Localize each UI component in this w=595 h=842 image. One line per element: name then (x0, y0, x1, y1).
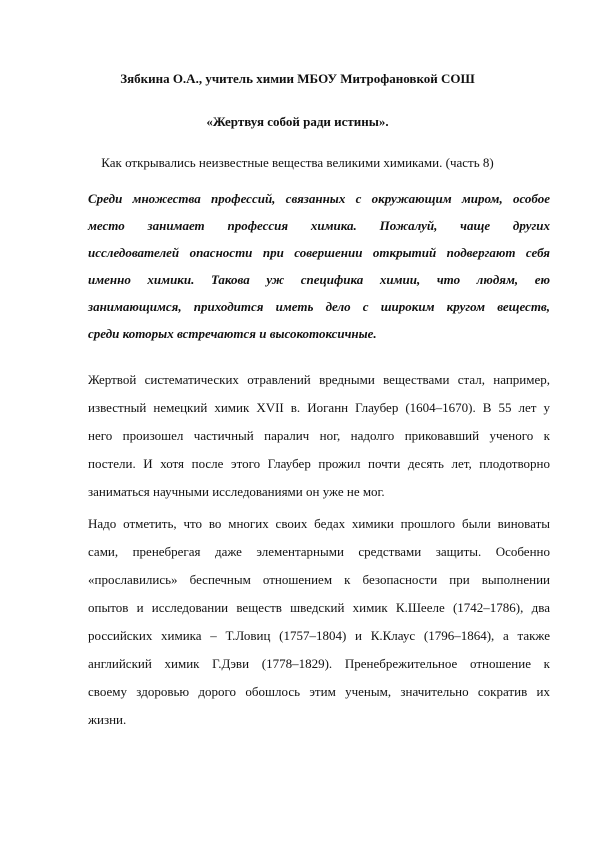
paragraph-line: него произошел частичный паралич ног, надолго приковавший ученого к (88, 428, 550, 443)
paragraph-line: Жертвой систематических отравлений вредными веществами стал, например, (88, 372, 550, 387)
article-subtitle: Как открывались неизвестные вещества великими химиками. (часть 8) (101, 155, 494, 170)
paragraph-line: сами, пренебрегая даже элементарными средствами защиты. Особенно (88, 544, 550, 559)
intro-line: среди которых встречаются и высокотоксичные. (88, 326, 377, 341)
article-title: «Жертвуя собой ради истины». (206, 114, 389, 129)
intro-line: занимающимся, приходится иметь дело с широким кругом веществ, (88, 299, 550, 314)
intro-paragraph (88, 185, 550, 347)
paragraph-line: английский химик Г.Дэви (1778–1829). Пренебрежительное отношение к (88, 656, 550, 671)
paragraph-line: опытов и исследовании веществ шведский химик К.Шееле (1742–1786), два (88, 600, 550, 615)
paragraph-line: постели. И хотя после этого Глаубер прожил почти десять лет, плодотворно (88, 456, 550, 471)
paragraph-line: своему здоровью дорого обошлось этим ученым, значительно сократив их (88, 684, 550, 699)
intro-line: исследователей опасности при совершении открытий подвергают себя (88, 245, 550, 260)
paragraph-line: российских химика – Т.Ловиц (1757–1804) и К.Клаус (1796–1864), а также (88, 628, 550, 643)
author-line: Зябкина О.А., учитель химии МБОУ Митрофановкой СОШ (120, 71, 475, 86)
paragraph-line: заниматься научными исследованиями он уже не мог. (88, 484, 385, 499)
paragraph-line: «прославились» беспечным отношением к безопасности при выполнении (88, 572, 550, 587)
body-paragraph-1 (88, 366, 550, 506)
paragraph-line: жизни. (88, 712, 127, 727)
intro-line: место занимает профессия химика. Пожалуй, чаще других (88, 218, 550, 233)
intro-line: именно химики. Такова уж специфика химии, что людям, ею (88, 272, 550, 287)
paragraph-line: Надо отметить, что во многих своих бедах химики прошлого были виноваты (88, 516, 550, 531)
paragraph-line: известный немецкий химик XVII в. Иоганн Глаубер (1604–1670). В 55 лет у (88, 400, 550, 415)
intro-line: Среди множества профессий, связанных с окружающим миром, особое (88, 191, 550, 206)
body-paragraph-2 (88, 510, 550, 734)
